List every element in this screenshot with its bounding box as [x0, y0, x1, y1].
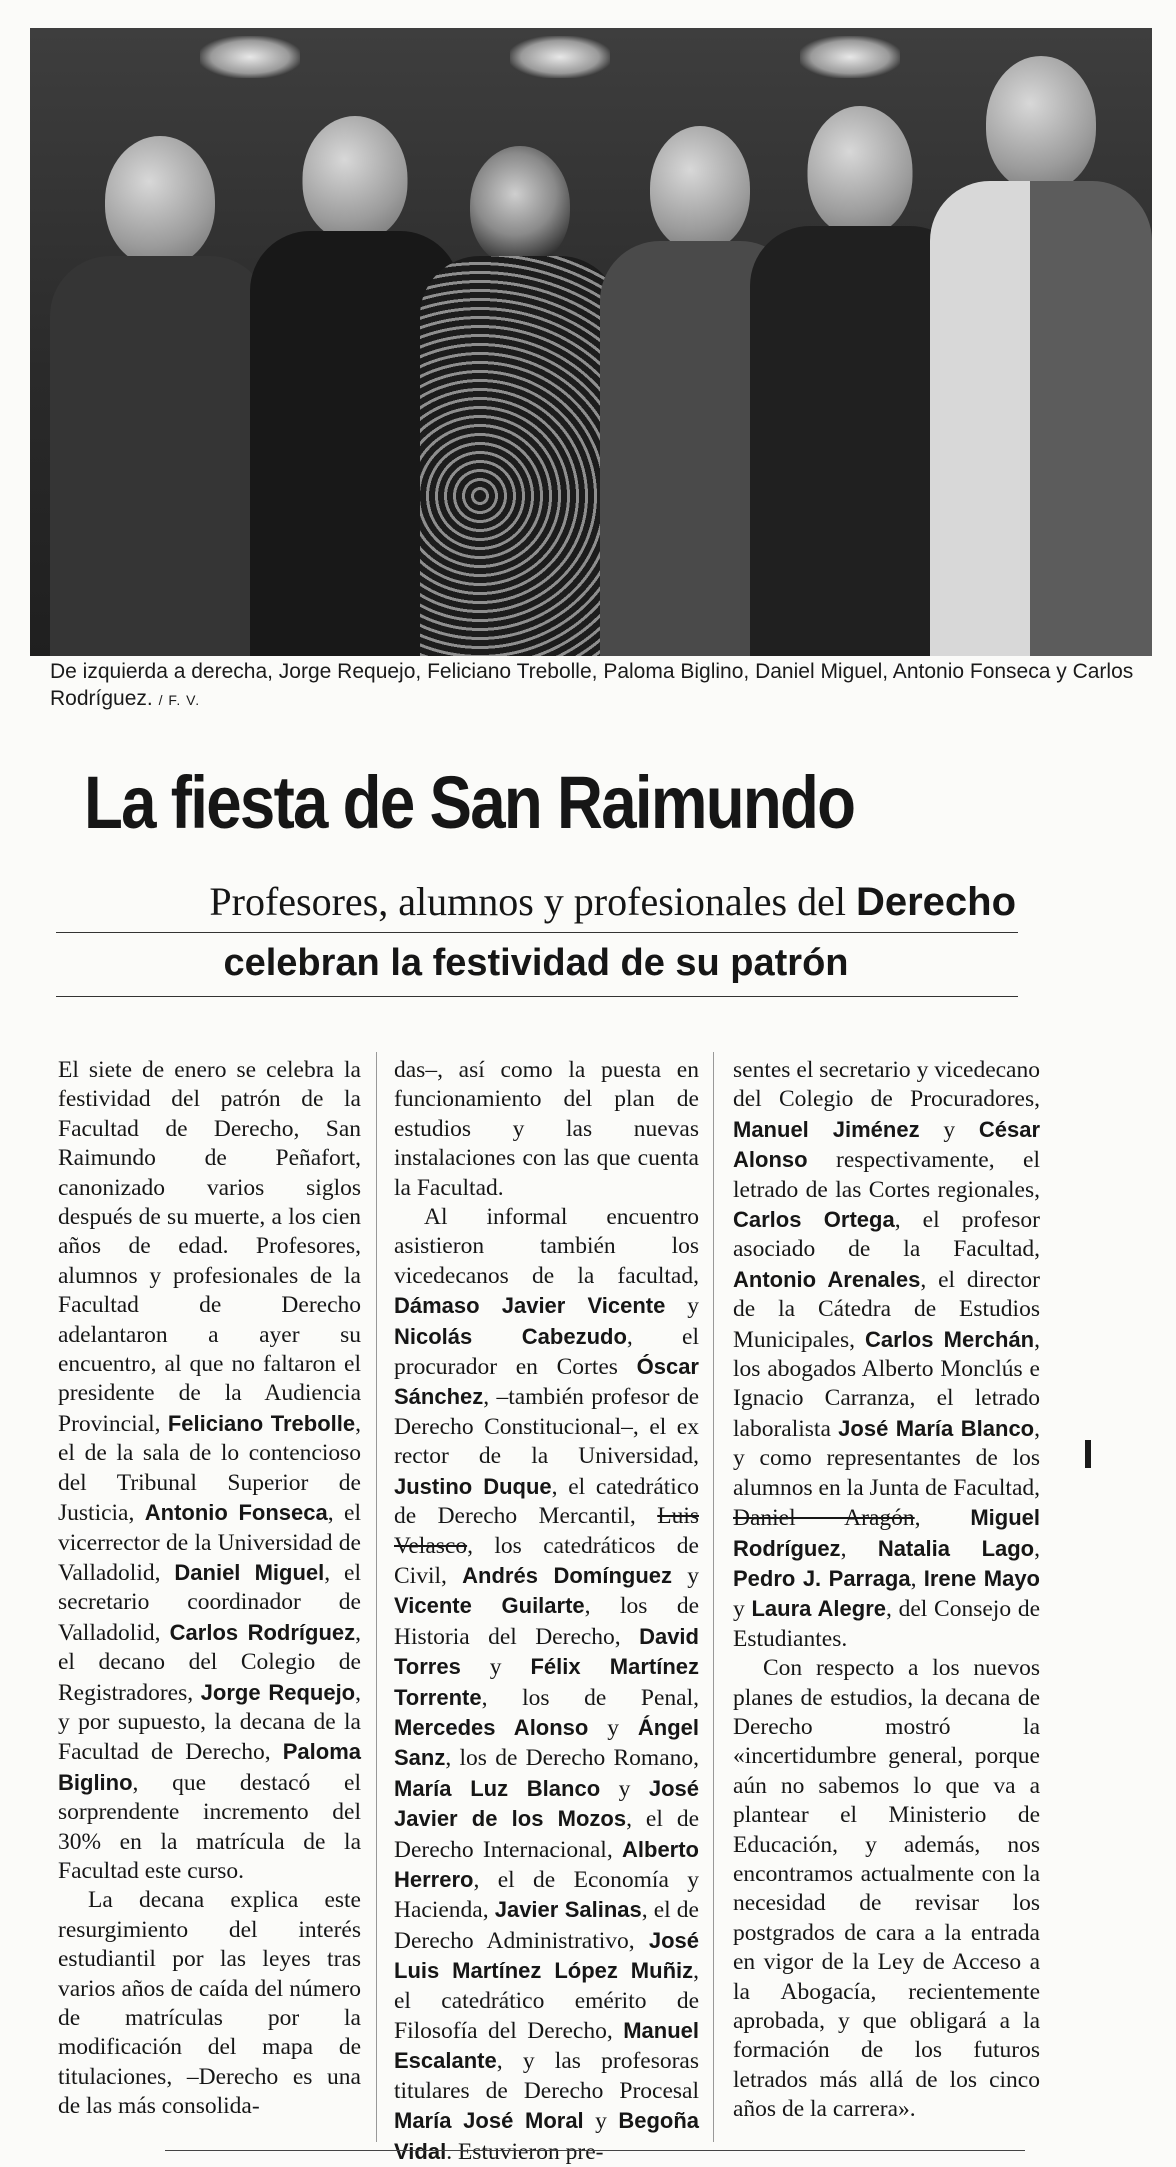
article-subhead-line1	[56, 876, 1016, 928]
body-text: , el director de la Cátedra de Estudios Municipales,	[733, 1266, 1040, 1353]
person-name: Irene Mayo	[923, 1565, 1040, 1591]
person-name: César Alonso	[733, 1116, 1040, 1173]
person-name: Manuel Escalante	[394, 2018, 699, 2074]
body-text: , –también profesor de Derecho Constitucional–, el ex rector de la Universidad,	[394, 1384, 699, 1470]
body-text: y	[583, 2108, 619, 2135]
body-text: Al informal encuentro asistieron también los vicedecanos de la facultad,	[394, 1204, 699, 1289]
body-text: y	[665, 1293, 700, 1320]
struck-name: Luis Velasco	[394, 1503, 699, 1559]
body-text: , del Consejo de Estudiantes.	[733, 1596, 1040, 1652]
person-name: María José Moral	[394, 2108, 584, 2134]
body-text: El siete de enero se celebra la festividad del patrón de la Facultad de Derecho, San Raimundo de Peñafort, canonizado varios siglos después de su muerte, a los cien años de edad. Profesores, alumnos y profesionales de la Facultad de Derecho adelantaron a ayer su encuentro, al que no faltaron el presidente de la Audiencia Provincial,	[58, 1057, 361, 1437]
body-text: , el catedrático emérito de Filosofía del Derecho,	[394, 1958, 699, 2044]
column-divider	[376, 1052, 377, 2142]
body-text: , y como representantes de los alumnos en la Junta de Facultad,	[733, 1415, 1040, 1501]
body-text: , el procurador en Cortes	[394, 1323, 699, 1381]
body-text: y	[600, 1775, 649, 1802]
person-name: Paloma Biglino	[58, 1739, 361, 1795]
ceiling-lamp	[800, 36, 900, 78]
article-paragraph	[394, 1056, 699, 1203]
body-text: y	[460, 1654, 531, 1681]
person-name: Carlos Merchán	[865, 1326, 1035, 1352]
ceiling-lamp	[200, 36, 300, 78]
bottom-rule	[165, 2150, 1025, 2151]
photo-credit: / F. V.	[158, 692, 201, 708]
body-text: y	[733, 1596, 752, 1623]
person-name: Natalia Lago	[877, 1535, 1035, 1561]
body-text: respectivamente, el letrado de las Cortes regionales,	[733, 1147, 1040, 1203]
article-column-2	[394, 1056, 699, 2167]
body-text: La decana explica este resurgimiento del interés estudiantil por las leyes tras varios años de caída del número de matrículas por la modificación del mapa de titulaciones, –Derecho es una de las más consolida-	[58, 1887, 361, 2120]
body-text: , el de la sala de lo contencioso del Tribunal Superior de Justicia,	[58, 1410, 361, 1527]
body-text: , el catedrático de Derecho Mercantil,	[394, 1473, 699, 1530]
news-photo	[30, 28, 1152, 656]
person-name: Justino Duque	[394, 1473, 552, 1499]
article-column-1	[58, 1056, 361, 2122]
body-text: das–, así como la puesta en funcionamiento del plan de estudios y las nuevas instalaciones con las que cuenta la Facultad.	[394, 1057, 699, 1201]
person-name: Carlos Ortega	[733, 1207, 895, 1233]
subhead-normal: Profesores, alumnos y profesionales del	[209, 879, 856, 924]
subhead-rule-top	[56, 932, 1018, 933]
article-paragraph	[733, 1654, 1040, 2125]
body-text: , el vicerrector de la Universidad de Valladolid,	[58, 1500, 361, 1586]
person-name: Antonio Arenales	[733, 1266, 921, 1292]
caption-text: De izquierda a derecha, Jorge Requejo, Feliciano Trebolle, Paloma Biglino, Daniel Miguel, Antonio Fonseca y Carlos Rodríguez.	[50, 660, 1134, 710]
body-text: y	[588, 1714, 638, 1741]
body-text: ,	[840, 1535, 878, 1562]
body-text: , el de Derecho Internacional,	[394, 1806, 699, 1863]
article-headline: La fiesta de San Raimundo	[84, 761, 855, 844]
body-text: , los de Historia del Derecho,	[394, 1593, 700, 1650]
body-text: , los de Penal,	[481, 1684, 699, 1711]
person-name: Javier Salinas	[494, 1897, 642, 1923]
person-name: Daniel Miguel	[174, 1559, 325, 1585]
body-text: , los de Derecho Romano,	[445, 1745, 699, 1772]
person-name: Alberto Herrero	[394, 1836, 699, 1892]
article-paragraph	[58, 1056, 361, 1886]
person-name: Miguel Rodríguez	[733, 1505, 1040, 1561]
subhead-rule-bottom	[56, 996, 1018, 997]
body-text: , el profesor asociado de la Facultad,	[733, 1207, 1040, 1263]
person-name: Begoña Vidal	[394, 2108, 700, 2164]
ceiling-lamp	[510, 36, 610, 78]
article-column-3	[733, 1056, 1040, 2125]
body-text: , el de Economía y Hacienda,	[394, 1866, 699, 1924]
body-text: Con respecto a los nuevos planes de estudios, la decana de Derecho mostró la «incertidumbre general, porque aún no sabemos lo que va a plantear el Ministerio de Educación, y además, nos encontramos actualmente con la necesidad de revisar los postgrados de cara a la entrada en vigor de la Ley de Acceso a la Abogacía, recientemente aprobada, y que obligará a la formación de los futuros letrados más allá de los cinco años de la carrera».	[733, 1655, 1040, 2123]
margin-mark	[1085, 1440, 1091, 1468]
body-text: , el decano del Colegio de Registradores,	[58, 1619, 362, 1706]
body-text: , y las profesoras titulares de Derecho Procesal	[394, 2048, 699, 2104]
body-text: sentes el secretario y vicedecano del Colegio de Procuradores,	[733, 1057, 1040, 1113]
body-text: y	[672, 1562, 700, 1589]
person-name: Vicente Guilarte	[394, 1593, 585, 1619]
article-paragraph	[58, 1886, 361, 2121]
person-name: Andrés Domínguez	[462, 1562, 672, 1588]
person-name: Laura Alegre	[751, 1596, 887, 1622]
person-name: Félix Martínez Torrente	[394, 1654, 700, 1710]
person-name: Antonio Fonseca	[144, 1500, 328, 1526]
body-text: . Estuvieron pre-	[446, 2138, 604, 2165]
person-1	[50, 136, 270, 656]
person-name: José Javier de los Mozos	[394, 1775, 700, 1832]
body-text: ,	[910, 1565, 924, 1592]
body-text: ,	[914, 1505, 971, 1532]
body-text: , y por supuesto, la decana de la Facultad de Derecho,	[58, 1679, 361, 1766]
person-name: Dámaso Javier Vicente	[394, 1293, 666, 1319]
body-text: , los abogados Alberto Monclús e Ignacio Carranza, el letrado laboralista	[733, 1326, 1040, 1442]
person-name: Ángel Sanz	[394, 1714, 699, 1771]
body-text: y	[919, 1116, 979, 1143]
person-name: Manuel Jiménez	[733, 1116, 920, 1142]
body-text: , el de Derecho Administrativo,	[394, 1897, 699, 1954]
person-name: Feliciano Trebolle	[167, 1410, 356, 1436]
person-name: Pedro J. Parraga	[733, 1565, 911, 1591]
article-subhead-line2: celebran la festividad de su patrón	[223, 942, 849, 984]
person-name: Jorge Requejo	[200, 1679, 356, 1705]
person-name: María Luz Blanco	[394, 1775, 601, 1801]
body-text: , los catedráticos de Civil,	[394, 1532, 699, 1589]
person-3	[420, 146, 620, 656]
person-6	[930, 56, 1152, 656]
body-text: , que destacó el sorprendente incremento del 30% en la matrícula de la Facultad este curso.	[58, 1769, 361, 1884]
person-name: Mercedes Alonso	[394, 1714, 589, 1740]
column-divider	[713, 1052, 714, 2142]
article-paragraph	[394, 1203, 699, 2167]
photo-caption	[50, 658, 1140, 714]
body-text: ,	[1034, 1535, 1040, 1562]
person-name: José Luis Martínez López Muñiz	[394, 1927, 699, 1984]
subhead-bold: Derecho	[855, 880, 1016, 924]
person-name: Óscar Sánchez	[394, 1354, 699, 1410]
person-name: José María Blanco	[838, 1415, 1035, 1441]
article-paragraph	[733, 1056, 1040, 1654]
person-name: Carlos Rodríguez	[169, 1619, 356, 1645]
person-name: Nicolás Cabezudo	[394, 1323, 627, 1349]
person-name: David Torres	[394, 1623, 699, 1680]
struck-name: Daniel Aragón	[733, 1505, 915, 1532]
body-text: , el secretario coordinador de Valladolid,	[58, 1559, 361, 1646]
